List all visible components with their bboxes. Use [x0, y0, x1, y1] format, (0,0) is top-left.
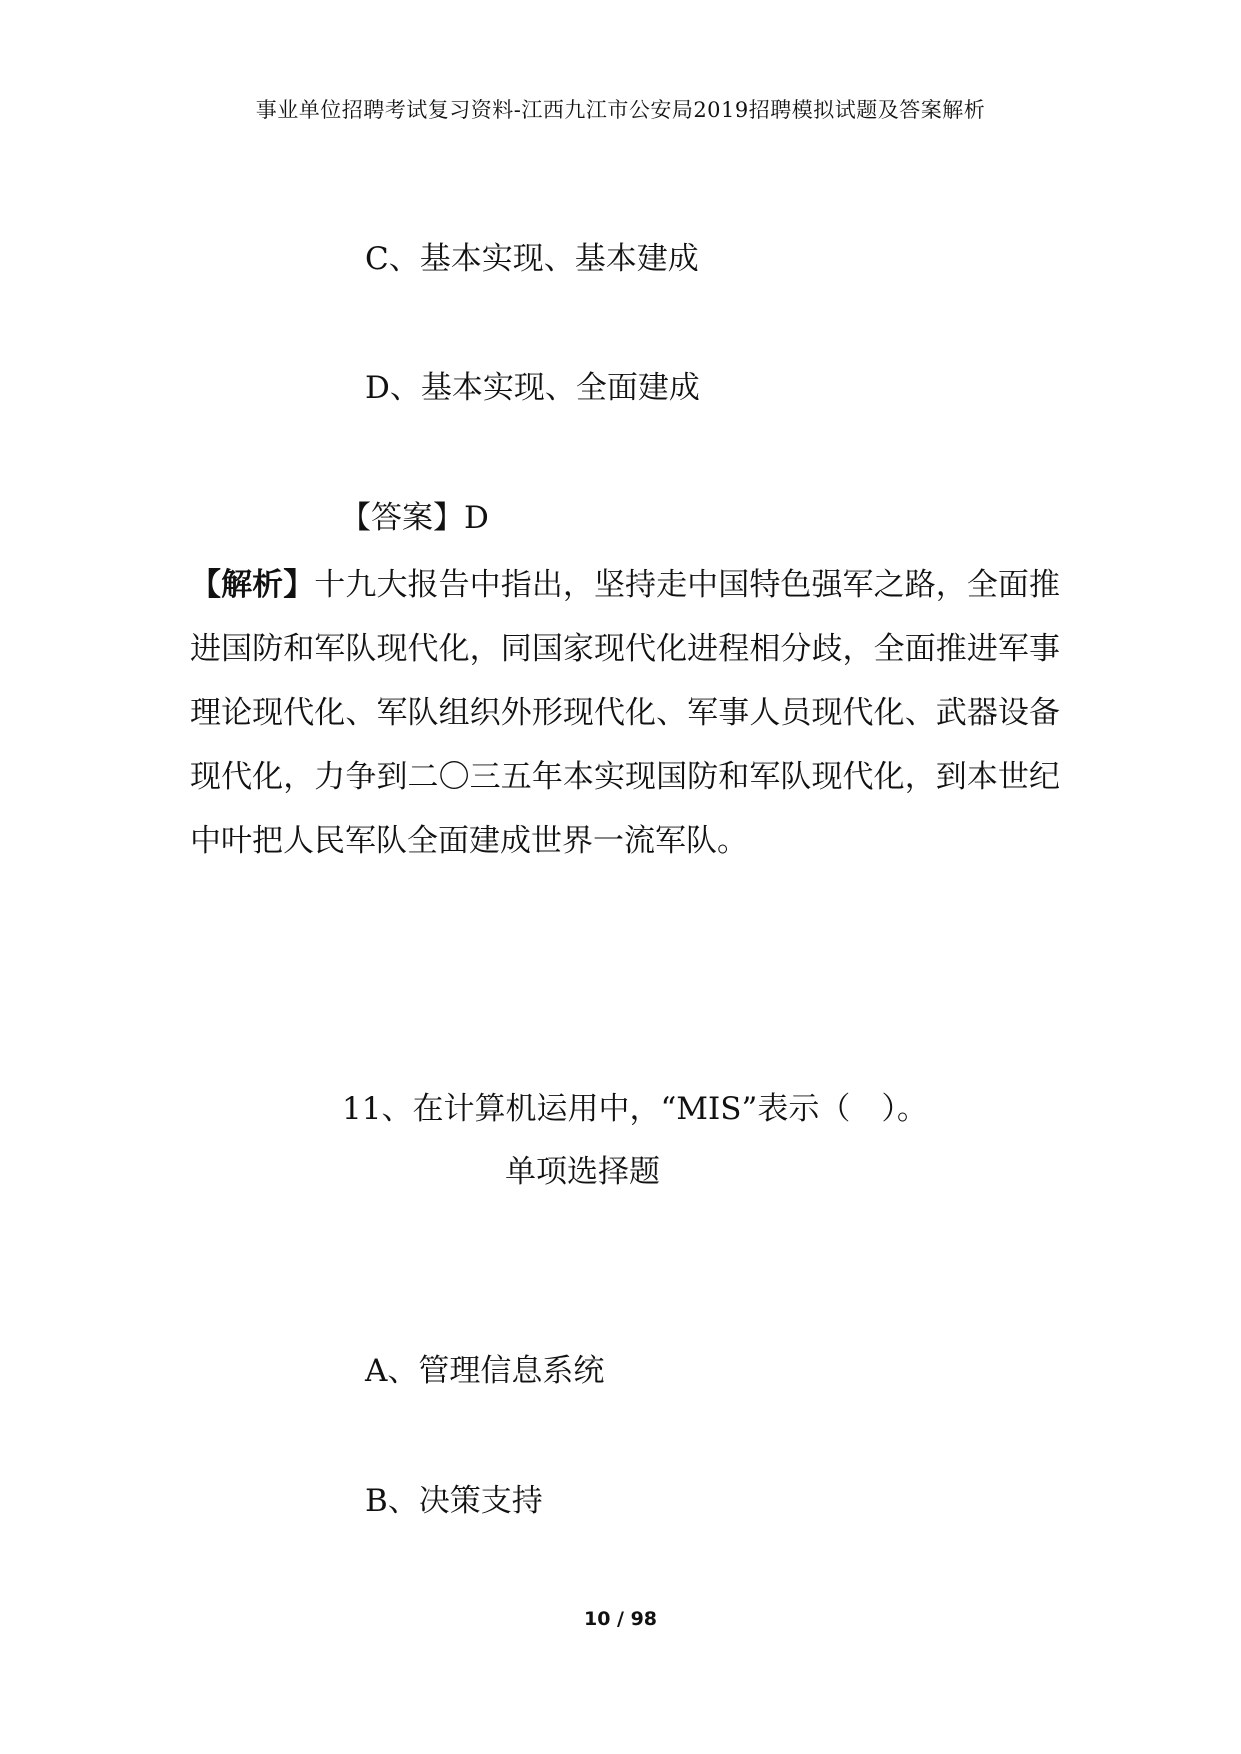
- answer-line: 【答案】D: [340, 500, 489, 536]
- question-stem: 11、在计算机运用中，“MIS”表示（ ）。: [342, 1091, 928, 1127]
- option-c: C、基本实现、基本建成: [365, 241, 699, 277]
- option-d: D、基本实现、全面建成: [365, 370, 700, 406]
- question-type: 单项选择题: [505, 1154, 660, 1190]
- page-header: 事业单位招聘考试复习资料-江西九江市公安局2019招聘模拟试题及答案解析: [255, 98, 986, 122]
- option-b: B、决策支持: [365, 1483, 543, 1519]
- page-number: 10 / 98: [583, 1608, 658, 1630]
- option-a: A、管理信息系统: [365, 1353, 605, 1389]
- analysis-label: 【解析】: [190, 567, 315, 603]
- analysis-paragraph: [190, 553, 1060, 873]
- analysis-text: 十九大报告中指出，坚持走中国特色强军之路，全面推进国防和军队现代化，同国家现代化进程相分歧，全面推进军事理论现代化、军队组织外形现代化、军事人员现代化、武器设备现代化，力争到二〇三五年本实现国防和军队现代化，到本世纪中叶把人民军队全面建成世界一流军队。: [190, 567, 1060, 859]
